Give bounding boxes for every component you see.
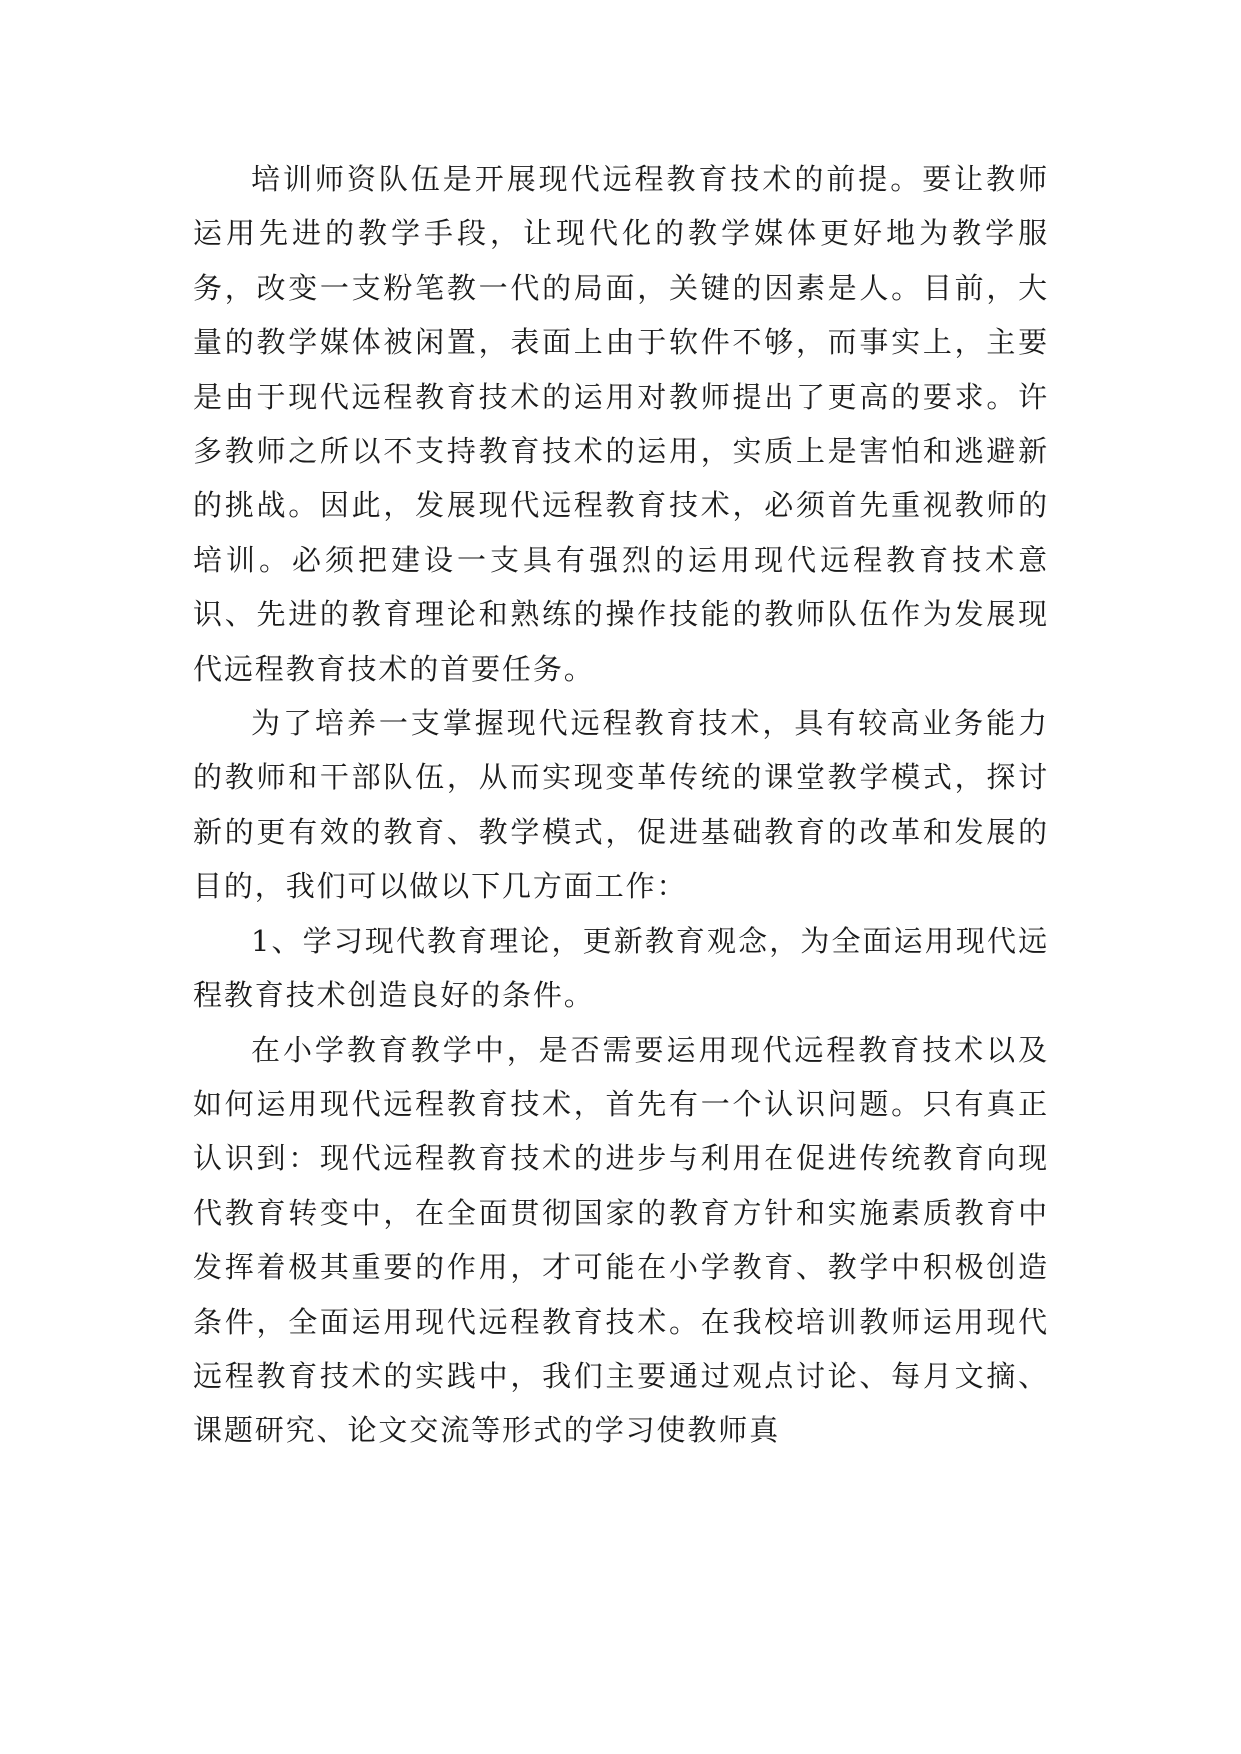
paragraph-item-1: 1、学习现代教育理论，更新教育观念，为全面运用现代远程教育技术创造良好的条件。 bbox=[193, 923, 1049, 1013]
paragraph-training-goals: 为了培养一支掌握现代远程教育技术，具有较高业务能力的教师和干部队伍，从而实现变革传统的课堂教学模式，探讨新的更有效的教育、教学模式，促进基础教育的改革和发展的目的，我们可以做以下几方面工作： bbox=[193, 706, 1049, 904]
paragraph-understanding: 在小学教育教学中，是否需要运用现代远程教育技术以及如何运用现代远程教育技术，首先有一个认识问题。只有真正认识到：现代远程教育技术的进步与利用在促进传统教育向现代教育转变中，在全面贯彻国家的教育方针和实施素质教育中发挥着极其重要的作用，才可能在小学教育、教学中积极创造条件，全面运用现代远程教育技术。在我校培训教师运用现代远程教育技术的实践中，我们主要通过观点讨论、每月文摘、课题研究、论文交流等形式的学习使教师真 bbox=[193, 1032, 1049, 1448]
paragraph-teacher-training: 培训师资队伍是开展现代远程教育技术的前提。要让教师运用先进的教学手段，让现代化的教学媒体更好地为教学服务，改变一支粉笔教一代的局面，关键的因素是人。目前，大量的教学媒体被闲置，表面上由于软件不够，而事实上，主要是由于现代远程教育技术的运用对教师提出了更高的要求。许多教师之所以不支持教育技术的运用，实质上是害怕和逃避新的挑战。因此，发展现代远程教育技术，必须首先重视教师的培训。必须把建设一支具有强烈的运用现代远程教育技术意识、先进的教育理论和熟练的操作技能的教师队伍作为发展现代远程教育技术的首要任务。 bbox=[193, 162, 1049, 686]
document-body bbox=[193, 152, 1049, 1458]
